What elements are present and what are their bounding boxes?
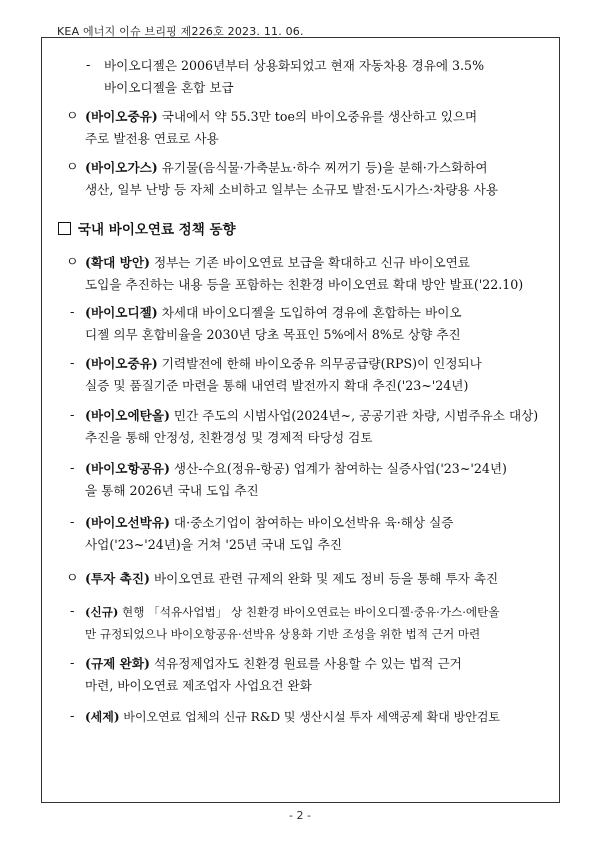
item-keyword: (투자 촉진) bbox=[85, 571, 150, 586]
circle-marker: ㅇ bbox=[66, 255, 79, 270]
circle-marker: ㅇ bbox=[66, 160, 79, 175]
item-line: 석유정제업자도 친환경 원료를 사용할 수 있는 법적 근거 bbox=[149, 656, 462, 671]
dash-marker: - bbox=[70, 408, 75, 423]
circle-marker: ㅇ bbox=[66, 109, 79, 124]
item-line: 기력발전에 한해 바이오중유 의무공급량(RPS)이 인정되나 bbox=[157, 356, 482, 371]
dash-marker: - bbox=[70, 656, 75, 671]
square-bullet-icon bbox=[58, 222, 71, 235]
item-line: 대·중소기업이 참여하는 바이오선박유 육·해상 실증 bbox=[169, 515, 454, 530]
item-keyword: (바이오디젤) bbox=[85, 305, 158, 320]
item-keyword: (바이오선박유) bbox=[85, 515, 170, 530]
circle-marker: ㅇ bbox=[66, 571, 79, 586]
item-line: 정부는 기존 바이오연료 보급을 확대하고 신규 바이오연료 bbox=[149, 255, 470, 270]
item-line: 바이오연료 관련 규제의 완화 및 제도 정비 등을 통해 투자 촉진 bbox=[149, 571, 499, 586]
item-line: 도입을 추진하는 내용 등을 포함하는 친환경 바이오연료 확대 방안 발표('22.10) bbox=[85, 277, 524, 292]
item-line: 주로 발전용 연료로 사용 bbox=[85, 131, 219, 146]
item-line: 바이오디젤을 혼합 보급 bbox=[104, 80, 234, 95]
item-keyword: (바이오중유) bbox=[85, 356, 158, 371]
dash-marker: - bbox=[86, 58, 91, 73]
item-line: 국내에서 약 55.3만 toe의 바이오중유를 생산하고 있으며 bbox=[157, 109, 478, 124]
item-line: 디젤 의무 혼합비율을 2030년 당초 목표인 5%에서 8%로 상향 추진 bbox=[85, 327, 461, 342]
item-line: 생산, 일부 난방 등 자체 소비하고 일부는 소규모 발전·도시가스·차량용 사용 bbox=[85, 182, 499, 197]
item-line: 을 통해 2026년 국내 도입 추진 bbox=[85, 483, 259, 498]
item-line: 현행 「석유사업법」 상 친환경 바이오연료는 바이오디젤·중유·가스·에탄올 bbox=[118, 605, 500, 619]
item-keyword: (신규) bbox=[85, 605, 119, 619]
dash-marker: - bbox=[70, 515, 75, 530]
dash-marker: - bbox=[70, 604, 75, 619]
item-line: 실증 및 품질기준 마련을 통해 내연력 발전까지 확대 추진('23~'24년) bbox=[85, 378, 469, 393]
item-line: 마련, 바이오연료 제조업자 사업요건 완화 bbox=[85, 678, 312, 693]
item-line: 바이오연료 업체의 신규 R&D 및 생산시설 투자 세액공제 확대 방안검토 bbox=[119, 710, 501, 724]
dash-marker: - bbox=[70, 709, 75, 724]
dash-marker: - bbox=[70, 356, 75, 371]
item-keyword: (바이오항공유) bbox=[85, 461, 170, 476]
item-line: 차세대 바이오디젤을 도입하여 경유에 혼합하는 바이오 bbox=[157, 305, 462, 320]
dash-marker: - bbox=[70, 305, 75, 320]
item-line: 생산-수요(정유-항공) 업계가 참여하는 실증사업('23~'24년) bbox=[169, 461, 507, 476]
document-header: KEA 에너지 이슈 브리핑 제226호 2023. 11. 06. bbox=[57, 25, 304, 38]
item-line: 사업('23~'24년)을 거쳐 '25년 국내 도입 추진 bbox=[85, 537, 343, 552]
item-line: 민간 주도의 시범사업(2024년~, 공공기관 차량, 시범주유소 대상) bbox=[169, 408, 539, 423]
item-keyword: (확대 방안) bbox=[85, 255, 150, 270]
item-line: 유기물(음식물·가축분뇨·하수 찌꺼기 등)을 분해·가스화하여 bbox=[157, 160, 488, 175]
dash-marker: - bbox=[70, 461, 75, 476]
item-line: 추진을 통해 안정성, 친환경성 및 경제적 타당성 검토 bbox=[85, 430, 373, 445]
item-keyword: (바이오에탄올) bbox=[85, 408, 170, 423]
item-keyword: (규제 완화) bbox=[85, 656, 150, 671]
section-heading bbox=[58, 219, 236, 241]
content-frame bbox=[41, 37, 560, 803]
item-keyword: (바이오중유) bbox=[85, 109, 158, 124]
item-keyword: (세제) bbox=[85, 710, 120, 724]
item-keyword: (바이오가스) bbox=[85, 160, 158, 175]
page-number: - 2 - bbox=[289, 809, 311, 822]
section-title: 국내 바이오연료 정책 동향 bbox=[78, 222, 236, 238]
item-line: 바이오디젤은 2006년부터 상용화되었고 현재 자동차용 경유에 3.5% bbox=[104, 58, 485, 73]
item-line: 만 규정되었으나 바이오항공유·선박유 상용화 기반 조성을 위한 법적 근거 마련 bbox=[85, 627, 481, 641]
